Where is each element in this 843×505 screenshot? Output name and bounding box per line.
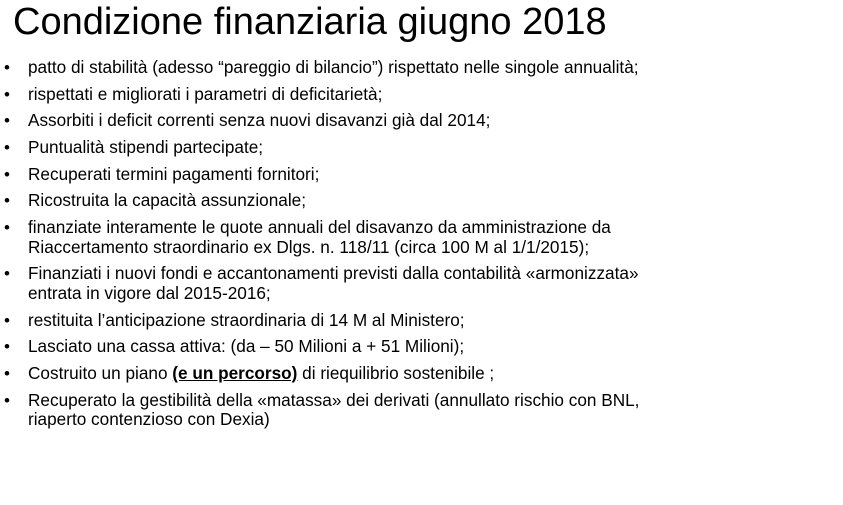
bullet-dot-icon: • bbox=[4, 58, 10, 77]
bullet-list bbox=[0, 58, 843, 437]
bullet-item bbox=[0, 191, 843, 211]
bullet-dot-icon: • bbox=[4, 164, 10, 184]
bullet-text-line-2: Riaccertamento straordinario ex Dlgs. n. 118/11 (circa 100 M al 1/1/2015); bbox=[28, 236, 590, 257]
bullet-text-line-2: entrata in vigore dal 2015-2016; bbox=[28, 282, 271, 303]
bullet-item bbox=[0, 85, 843, 105]
bullet-item bbox=[0, 337, 843, 357]
bullet-text: Ricostruita la capacità assunzionale; bbox=[28, 190, 307, 211]
bullet-item bbox=[0, 58, 843, 78]
bullet-dot-icon: • bbox=[4, 363, 10, 383]
bullet-text-before: Costruito un piano bbox=[28, 362, 173, 383]
bullet-text-line-2: riaperto contenzioso con Dexia) bbox=[28, 409, 270, 430]
bullet-item bbox=[0, 311, 843, 331]
bullet-item bbox=[0, 264, 843, 303]
bullet-text: rispettati e migliorati i parametri di deficitarietà; bbox=[28, 83, 383, 104]
bullet-dot-icon: • bbox=[4, 310, 10, 330]
bullet-text: Assorbiti i deficit correnti senza nuovi disavanzi già dal 2014; bbox=[28, 110, 491, 131]
bullet-text-line-1: finanziate interamente le quote annuali del disavanzo da amministrazione da bbox=[28, 217, 611, 238]
bullet-dot-icon: • bbox=[4, 218, 10, 238]
bullet-item bbox=[0, 111, 843, 131]
bullet-text: restituita l’anticipazione straordinaria di 14 M al Ministero; bbox=[28, 309, 465, 330]
bullet-item bbox=[0, 218, 843, 257]
bullet-dot-icon: • bbox=[4, 264, 10, 284]
bullet-text-line-1: Recuperato la gestibilità della «matassa» dei derivati (annullato rischio con BNL, bbox=[28, 389, 640, 410]
bullet-dot-icon: • bbox=[4, 84, 10, 104]
bullet-dot-icon: • bbox=[4, 111, 10, 131]
bullet-item bbox=[0, 391, 843, 430]
bullet-item bbox=[0, 165, 843, 185]
bullet-text: Recuperati termini pagamenti fornitori; bbox=[28, 163, 320, 184]
bullet-text-line-1: Finanziati i nuovi fondi e accantonamenti previsti dalla contabilità «armonizzata» bbox=[28, 263, 639, 284]
slide-title: Condizione finanziaria giugno 2018 bbox=[13, 1, 607, 43]
bullet-item bbox=[0, 364, 843, 384]
bullet-text bbox=[28, 364, 839, 384]
bullet-dot-icon: • bbox=[4, 191, 10, 211]
bullet-item bbox=[0, 138, 843, 158]
bullet-dot-icon: • bbox=[4, 390, 10, 410]
bullet-text-after: di riequilibrio sostenibile ; bbox=[297, 362, 495, 383]
bullet-text-underlined: (e un percorso) bbox=[172, 362, 298, 383]
bullet-text: patto di stabilità (adesso “pareggio di bilancio”) rispettato nelle singole annualità; bbox=[28, 57, 639, 77]
bullet-dot-icon: • bbox=[4, 337, 10, 357]
bullet-dot-icon: • bbox=[4, 138, 10, 158]
bullet-text: Puntualità stipendi partecipate; bbox=[28, 137, 264, 158]
bullet-text: Lasciato una cassa attiva: (da – 50 Milioni a + 51 Milioni); bbox=[28, 336, 465, 357]
